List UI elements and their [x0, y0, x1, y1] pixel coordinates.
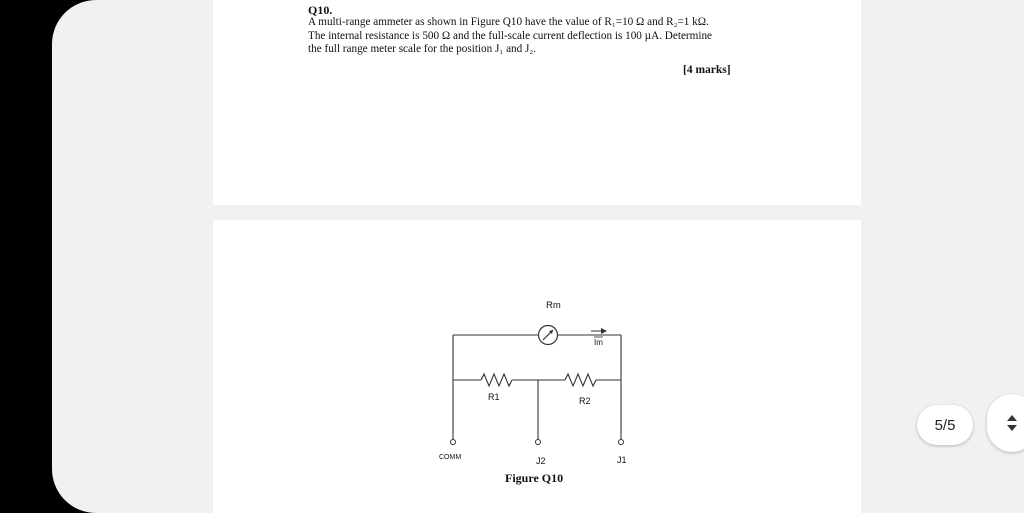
label-rm: Rm — [546, 300, 561, 311]
label-j2: J2 — [536, 456, 546, 466]
page-question — [213, 0, 861, 205]
up-down-arrows-icon — [1002, 413, 1022, 433]
question-line: A multi-range ammeter as shown in Figure Q10 have the value of R₁=10 Ω and R₂=1 kΩ. — [308, 16, 709, 28]
circuit-diagram — [213, 220, 861, 513]
question-text — [308, 16, 778, 57]
question-line: the full range meter scale for the position J₁ and J₂. — [308, 43, 537, 55]
question-line: The internal resistance is 500 Ω and the full-scale current deflection is 100 µA. Determine — [308, 29, 713, 42]
figure-caption: Figure Q10 — [505, 471, 564, 485]
page-figure — [213, 220, 861, 513]
galvanometer-icon — [539, 326, 558, 345]
marks-label: [4 marks] — [683, 64, 731, 76]
page-indicator: 5/5 — [917, 405, 973, 445]
comm-terminal[interactable] — [451, 440, 456, 445]
j1-terminal[interactable] — [619, 440, 624, 445]
question-number: Q10. — [308, 3, 333, 17]
label-im: Im — [594, 338, 603, 347]
scroll-handle[interactable] — [987, 394, 1024, 452]
label-r2: R2 — [579, 396, 591, 406]
current-arrow-icon — [591, 328, 607, 334]
j2-terminal[interactable] — [536, 440, 541, 445]
label-r1: R1 — [488, 392, 500, 402]
label-comm: COMM — [439, 454, 462, 461]
label-j1: J1 — [617, 455, 627, 465]
